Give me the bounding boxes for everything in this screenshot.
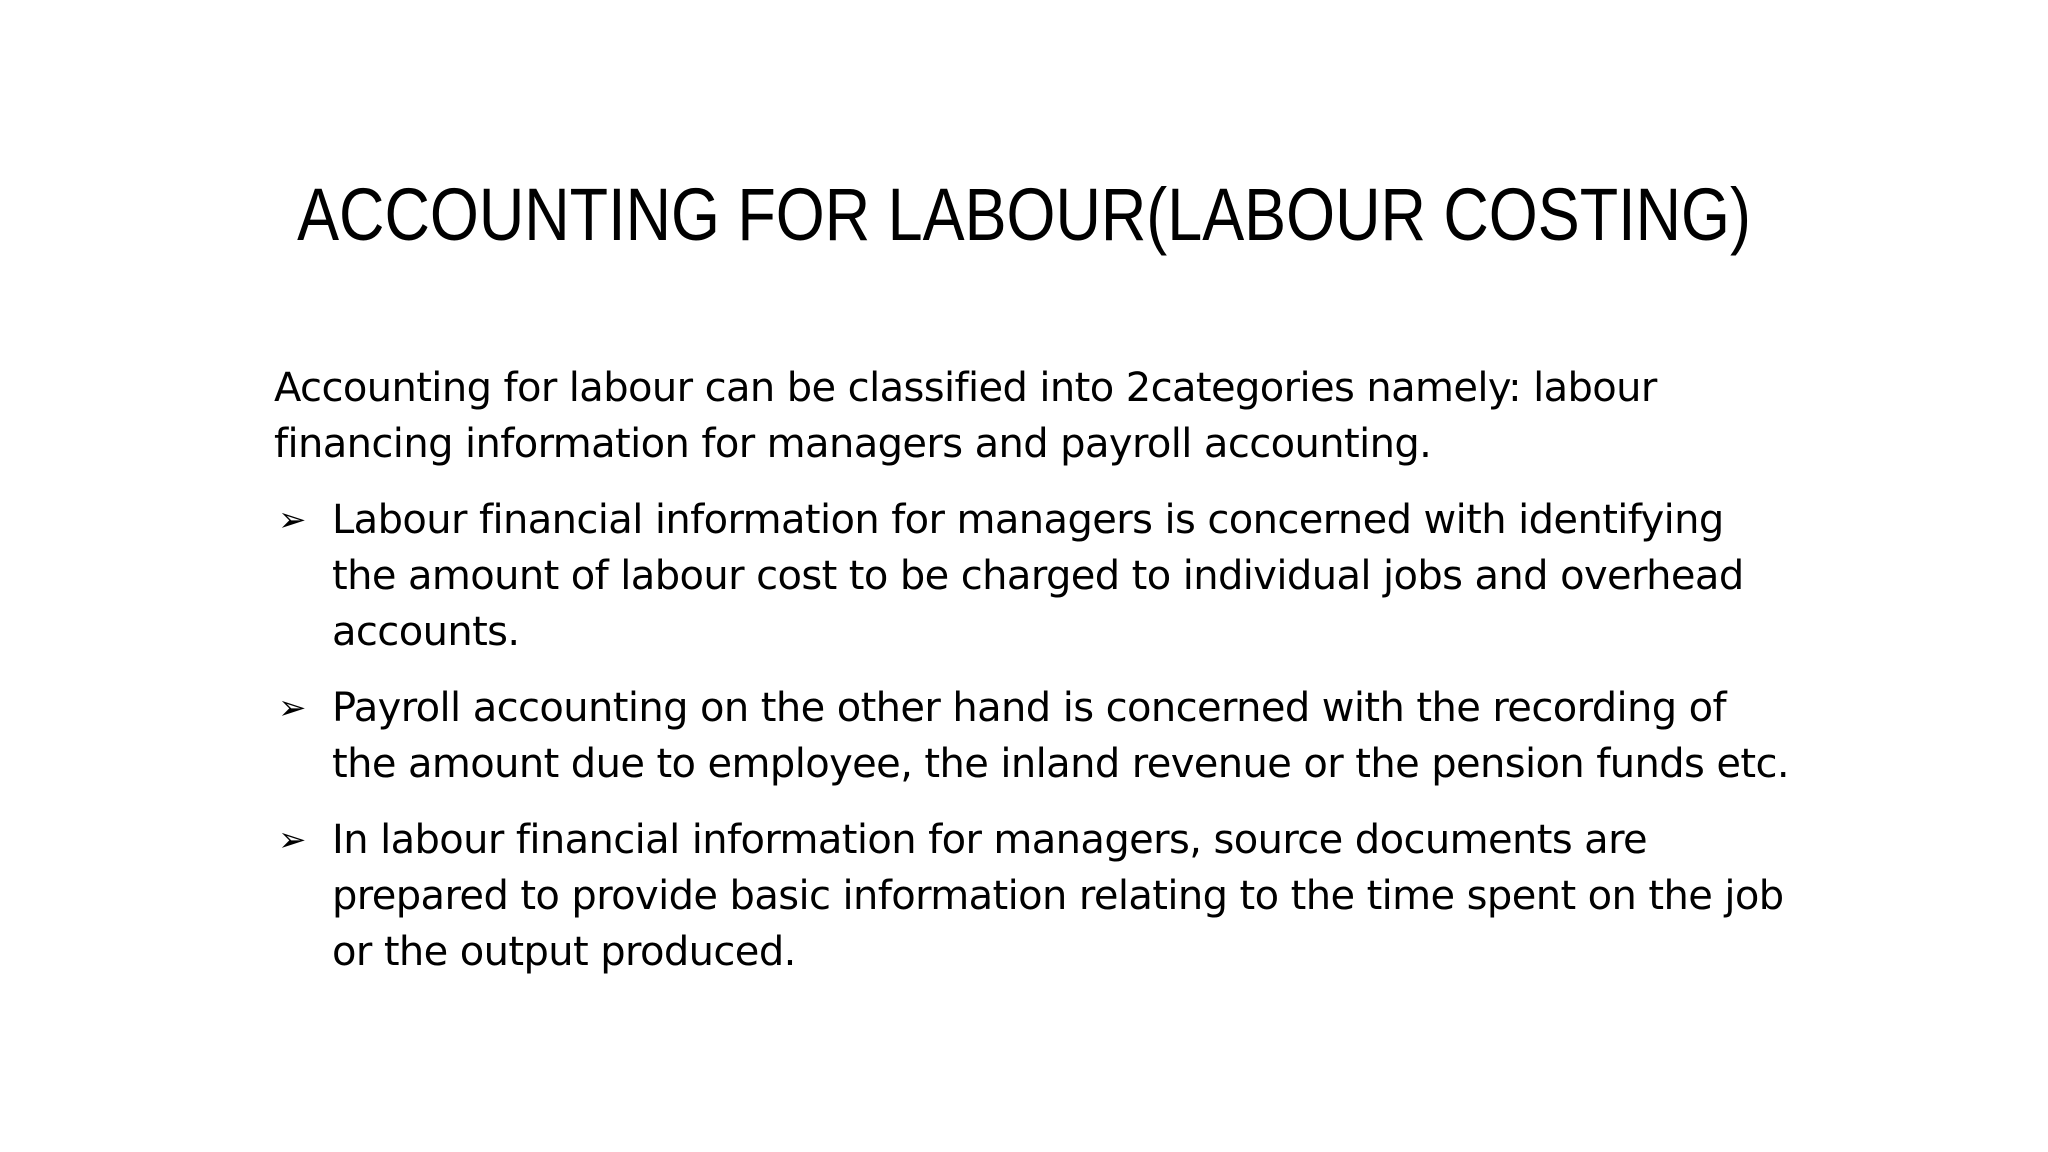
bullet-text: Labour financial information for managers is concerned with identifying the amount of labour cost to be charged to individual jobs and overhead accounts. [332,497,1744,655]
bullet-list [274,492,1794,980]
bullet-text: Payroll accounting on the other hand is concerned with the recording of the amount due to employee, the inland revenue or the pension funds etc. [332,685,1789,787]
arrow-bullet-icon: ➢ [278,500,306,540]
bullet-item [274,812,1794,980]
bullet-text: In labour financial information for managers, source documents are prepared to provide basic information relating to the time spent on the job or the output produced. [332,817,1784,975]
slide-title: ACCOUNTING FOR LABOUR(LABOUR COSTING) [297,173,1751,256]
arrow-bullet-icon: ➢ [278,688,306,728]
arrow-bullet-icon: ➢ [278,820,306,860]
slide-body [274,360,1794,1000]
bullet-item [274,680,1794,792]
bullet-item [274,492,1794,660]
intro-paragraph: Accounting for labour can be classified into 2categories namely: labour financing information for managers and payroll accounting. [274,365,1657,467]
